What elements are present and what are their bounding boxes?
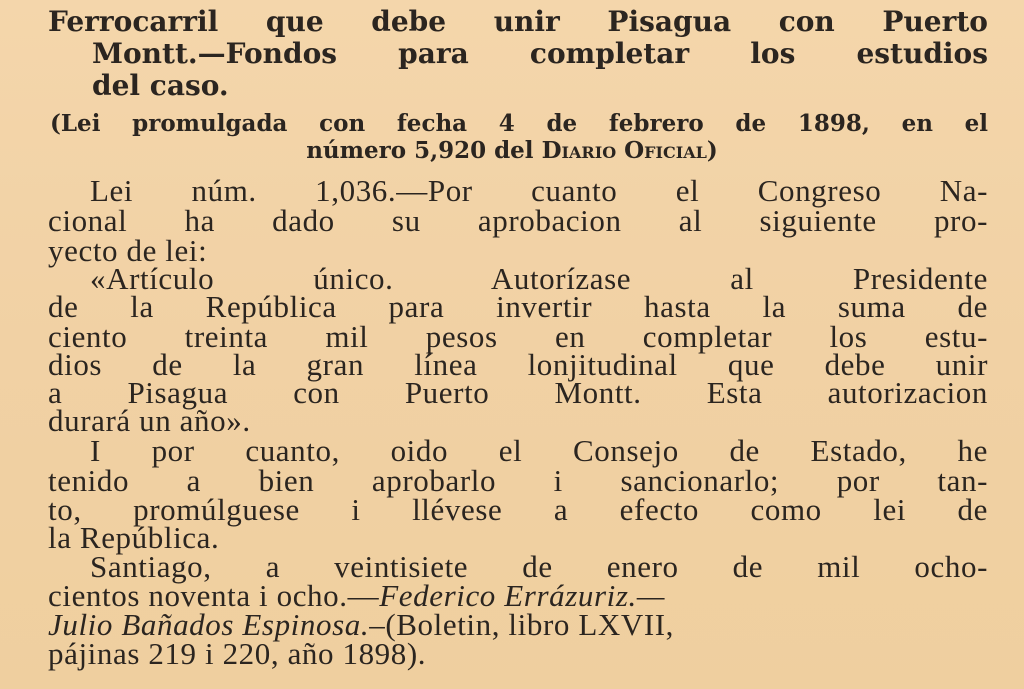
- body-line-12: to, promúlguese i llévese a efecto como lei de: [48, 492, 988, 527]
- body-line-3: yecto de lei:: [48, 233, 208, 268]
- president-signature: Federico Errázuriz.—: [379, 578, 666, 613]
- body-line-4: «Artículo único. Autorízase al Presidente: [90, 261, 988, 296]
- title-line-1: Ferrocarril que debe unir Pisagua con Puerto: [48, 5, 988, 38]
- signature-line-3: pájinas 219 i 220, año 1898).: [48, 636, 427, 671]
- title-line-2: Montt.—Fondos para completar los estudios: [92, 37, 988, 70]
- journal-name: Diario Oficial: [541, 137, 707, 164]
- promulgation-line-1: (Lei promulgada con fecha 4 de febrero de 1898, en el: [50, 110, 988, 137]
- body-line-11: tenido a bien aprobarlo i sancionarlo; por tan-: [48, 463, 988, 498]
- title-line-3: del caso.: [92, 69, 229, 102]
- body-line-7: dios de la gran línea lonjitudinal que debe unir: [48, 347, 988, 382]
- body-line-8: a Pisagua con Puerto Montt. Esta autorizacion: [48, 375, 988, 410]
- body-line-5: de la República para invertir hasta la suma de: [48, 289, 988, 324]
- promulgation-line-2: [0, 137, 1024, 165]
- body-line-14: Santiago, a veintisiete de enero de mil ocho-: [90, 549, 988, 584]
- source-reference: –(Boletin, libro LXVII,: [369, 607, 675, 642]
- body-line-2: cional ha dado su aprobacion al siguiente pro-: [48, 203, 988, 238]
- date-end: cientos noventa i ocho.—: [48, 578, 380, 613]
- body-line-6: ciento treinta mil pesos en completar los estu-: [48, 319, 988, 354]
- body-line-1: Lei núm. 1,036.—Por cuanto el Congreso Na-: [90, 173, 988, 208]
- promulgation-number: número 5,920 del: [306, 137, 542, 164]
- minister-signature: Julio Bañados Espinosa.: [48, 607, 370, 642]
- promulgation-close: ): [706, 137, 718, 164]
- body-line-10: I por cuanto, oido el Consejo de Estado, he: [90, 433, 988, 468]
- body-line-9: durará un año».: [48, 403, 251, 438]
- body-line-13: la República.: [48, 520, 220, 555]
